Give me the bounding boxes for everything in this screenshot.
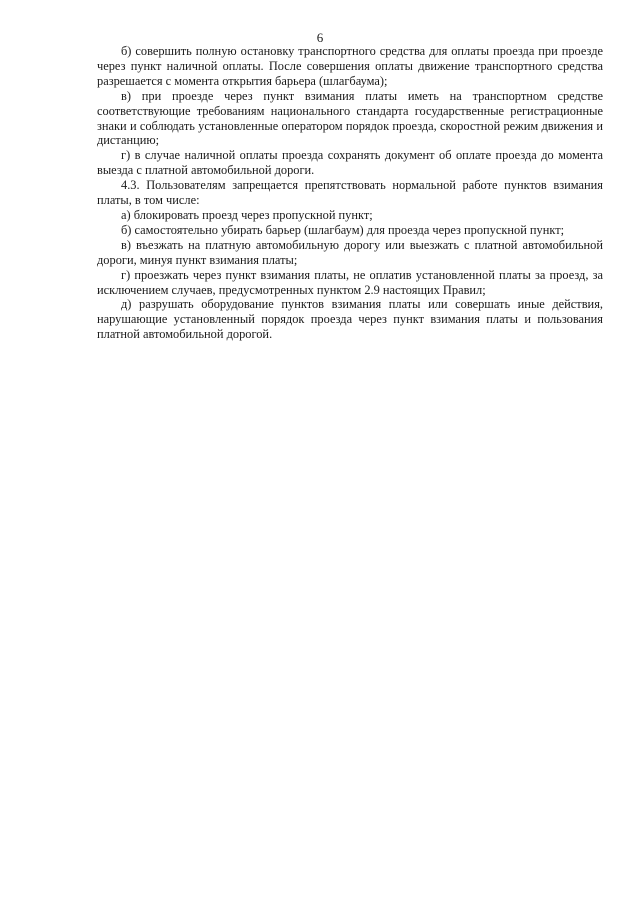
paragraph-d-damage-equipment: д) разрушать оборудование пунктов взимания платы или совершать иные действия, нарушающие установленный порядок проезда через пункт взимания платы и пользования платной автомобильной дорогой. bbox=[97, 297, 603, 342]
paragraph-b-stop-for-payment: б) совершить полную остановку транспортного средства для оплаты проезда при проезде через пункт наличной оплаты. После совершения оплаты движение транспортного средства разрешается с момента открытия барьера (шлагбаума); bbox=[97, 44, 603, 88]
paragraph-b-remove-barrier: б) самостоятельно убирать барьер (шлагбаум) для проезда через пропускной пункт; bbox=[121, 222, 565, 237]
paragraph-4-3-prohibitions: 4.3. Пользователям запрещается препятствовать нормальной работе пунктов взимания платы, в том числе: bbox=[97, 178, 603, 208]
paragraph-g-pass-without-paying: г) проезжать через пункт взимания платы, не оплатив установленной платы за проезд, за исключением случаев, предусмотренных пунктом 2.9 настоящих Правил; bbox=[97, 267, 603, 297]
page-number: 6 bbox=[316, 30, 324, 45]
document-body bbox=[97, 44, 603, 342]
paragraph-v-plates-and-order: в) при проезде через пункт взимания платы иметь на транспортном средстве соответствующие требованиям национального стандарта государственные регистрационные знаки и соблюдать установленные оператором порядок проезда, скоростной режим движения и дистанцию; bbox=[97, 88, 603, 148]
paragraph-v-bypass-point: в) въезжать на платную автомобильную дорогу или выезжать с платной автомобильной дороги, минуя пункт взимания платы; bbox=[97, 237, 603, 267]
paragraph-g-keep-receipt: г) в случае наличной оплаты проезда сохранять документ об оплате проезда до момента выезда с платной автомобильной дороги. bbox=[97, 148, 603, 178]
paragraph-a-block-passage: а) блокировать проезд через пропускной пункт; bbox=[121, 207, 373, 222]
